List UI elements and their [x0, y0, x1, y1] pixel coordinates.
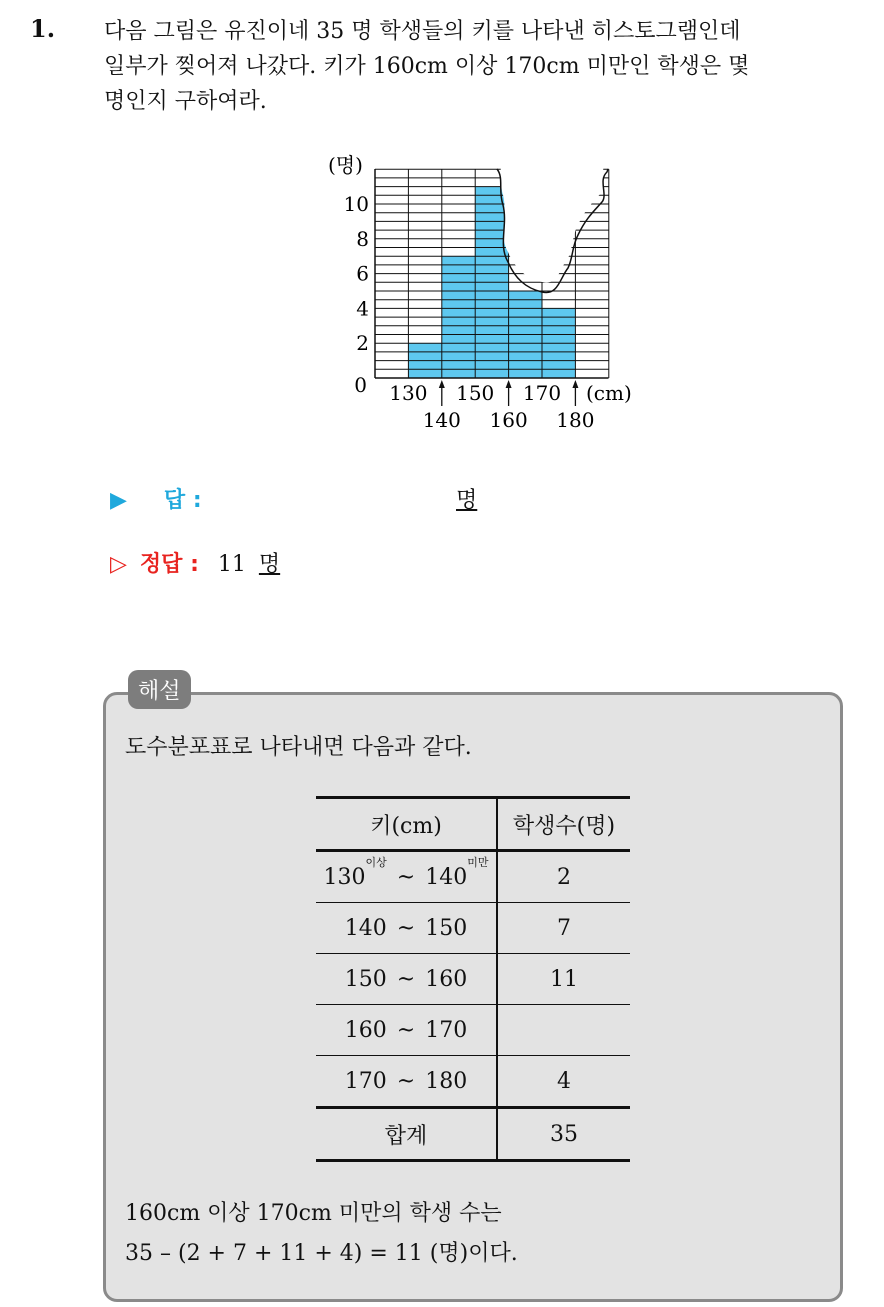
solution-row [110, 547, 280, 578]
explanation-line: 160cm 이상 170cm 미만의 학생 수는 [125, 1201, 502, 1226]
table-row [316, 851, 630, 903]
total-label: 합계 [316, 1108, 497, 1161]
y-tick-label: 8 [356, 226, 369, 251]
histogram-plot [375, 169, 609, 378]
x-tick-label: 140 [422, 408, 461, 432]
question-text [104, 14, 864, 119]
interval-from: 150 [344, 966, 387, 992]
table-row [316, 1056, 630, 1108]
class-count: 7 [557, 915, 571, 941]
interval-from: 130 [323, 864, 366, 890]
total-value: 35 [550, 1121, 578, 1147]
y-tick-label: 2 [356, 331, 369, 356]
x-tick-label: 130 [389, 381, 428, 405]
y-tick-label: 6 [356, 261, 369, 286]
y-tick-labels [344, 192, 369, 397]
explanation-line: 35 – (2 + 7 + 11 + 4) = 11 (명)이다. [125, 1241, 518, 1266]
solution-value: 11 [217, 552, 246, 577]
y-tick-label: 10 [343, 192, 369, 216]
y-tick-label: 4 [356, 296, 369, 321]
table-row [316, 903, 630, 954]
arrow-head-icon [506, 380, 512, 388]
class-interval: 160 ~ 170 [316, 1005, 497, 1056]
question-line: 일부가 찢어져 나갔다. 키가 160cm 이상 170cm 미만인 학생은 몇 [104, 54, 750, 79]
frequency-table [316, 796, 630, 1162]
interval-to: 150 [425, 915, 468, 941]
class-interval: $130^{이상}\sim$ $140^{미만}$ [316, 851, 497, 903]
explanation-intro: 도수분포표로 나타내면 다음과 같다. [125, 735, 472, 760]
explanation-tag: 해설 [128, 670, 191, 709]
class-count [497, 1005, 630, 1056]
arrow-head-icon [439, 380, 445, 388]
interval-sup-left: 이상 [365, 855, 387, 869]
y-unit-label: (명) [328, 153, 363, 177]
x-tick-labels [389, 381, 594, 432]
class-interval: 170 ~ 180 [316, 1056, 497, 1108]
interval-from: 140 [344, 915, 387, 941]
interval-from: 160 [344, 1017, 387, 1043]
class-count: 11 [550, 966, 578, 992]
column-header-height: 키(cm) [316, 798, 497, 851]
x-tick-label: 170 [522, 381, 562, 405]
table-header-row [316, 798, 630, 851]
class-count: 4 [557, 1068, 571, 1094]
y-tick-label: 0 [354, 373, 367, 397]
class-interval: 140 ~ 150 [316, 903, 497, 954]
x-tick-label: 160 [489, 408, 528, 432]
interval-to: 160 [425, 966, 468, 992]
class-count: 2 [557, 864, 571, 890]
interval-to: 140 [425, 864, 468, 890]
solution-unit: 명 [258, 552, 281, 577]
table-row [316, 1005, 630, 1056]
histogram [320, 150, 650, 440]
outline-triangle-icon: ▷ [110, 552, 127, 577]
table-row [316, 954, 630, 1005]
play-triangle-icon: ▶ [110, 488, 127, 513]
column-header-count: 학생수(명) [512, 813, 616, 839]
x-tick-label: 180 [556, 408, 595, 432]
answer-unit: 명 [456, 488, 478, 513]
solution-label: 정답 : [139, 552, 199, 577]
interval-from: 170 [344, 1068, 387, 1094]
answer-label: 답 : [163, 488, 202, 513]
interval-to: 180 [425, 1068, 468, 1094]
class-interval: 150 ~ 160 [316, 954, 497, 1005]
question-line: 다음 그림은 유진이네 35 명 학생들의 키를 나타낸 히스토그램인데 [104, 19, 741, 44]
table-total-row [316, 1108, 630, 1161]
interval-to: 170 [425, 1017, 468, 1043]
question-number: 1. [30, 14, 56, 43]
x-tick-label: 150 [456, 381, 495, 405]
x-unit-label: (cm) [586, 381, 632, 405]
arrow-head-icon [572, 380, 578, 388]
answer-row [110, 483, 478, 514]
interval-sup-right: 미만 [467, 855, 489, 869]
question-line: 명인지 구하여라. [104, 89, 267, 114]
